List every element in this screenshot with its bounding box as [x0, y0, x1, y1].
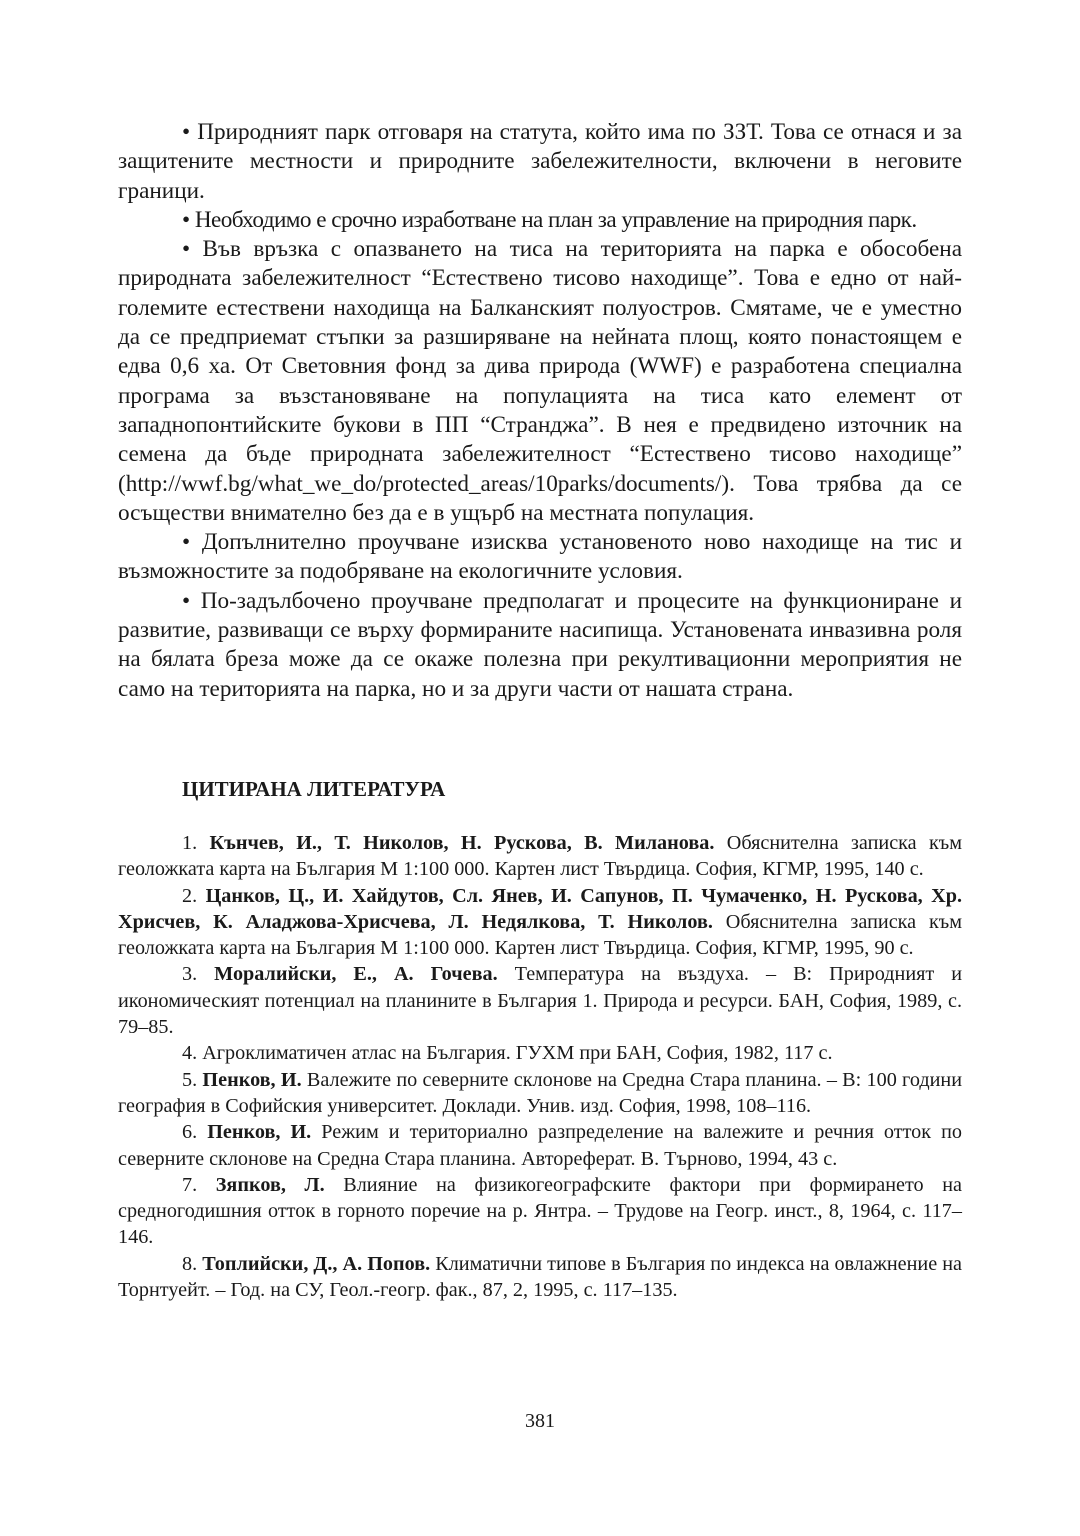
reference-details: Агроклиматичен атлас на България. ГУХМ при БАН, София, 1982, 117 с. — [202, 1042, 833, 1065]
reference-authors: Кънчев, И., Т. Николов, Н. Рускова, В. Миланова. — [209, 831, 715, 854]
reference-item — [118, 883, 962, 962]
body-paragraph: • Необходимо е срочно изработване на план за управление на природния парк. — [182, 206, 917, 233]
body-paragraph: • По-задълбочено проучване предполагат и процесите на функциониране и развитие, развиващи се върху формираните насипища. Установената инвазивна роля на бялата бреза може да се окаже полезна при рекултивационни мероприятия не само на територията на парка, но и за други части от нашата страна. — [118, 587, 962, 702]
page-content — [118, 118, 962, 1303]
reference-item — [118, 1251, 962, 1304]
reference-details: Обяснителна записка към геоложката карта на България М 1:100 000. Картен лист Твърдица. София, КГМР, 1995, 90 с. — [118, 910, 962, 960]
reference-details: Валежите по северните склонове на Средна Стара планина. – В: 100 години география в Софийския университет. Доклади. Унив. изд. София, 1998, 108–116. — [118, 1068, 963, 1117]
reference-authors: Топлийски, Д., А. Попов. — [202, 1252, 431, 1275]
reference-item — [118, 1040, 962, 1066]
body-paragraph: • Допълнително проучване изисква установеното ново находище на тис и възможностите за подобряване на екологичните условия. — [118, 529, 962, 585]
references-heading: ЦИТИРАНА ЛИТЕРАТУРА — [182, 776, 446, 801]
page-number: 381 — [525, 1410, 555, 1432]
reference-item — [118, 1119, 962, 1172]
reference-number: 1. — [182, 831, 198, 854]
reference-authors: Цанков, Ц., И. Хайдутов, Сл. Янев, И. Сапунов, П. Чумаченко, Н. Рускова, Хр. Хрисчев, К. Аладжова-Хрисчева, Л. Недялкова, Т. Николов. — [118, 884, 963, 933]
references-list — [118, 830, 962, 1303]
reference-item — [118, 961, 962, 1040]
reference-details: Климатични типове в България по индекса на овлажнение на Торнтуейт. – Год. на СУ, Геол.-геогр. фак., 87, 2, 1995, с. 117–135. — [118, 1252, 963, 1301]
reference-details: Температура на въздуха. – В: Природният и икономическият потенциал на планините в България 1. Природа и ресурси. БАН, София, 1989, с. 79–85. — [118, 963, 963, 1039]
reference-item — [118, 1067, 962, 1120]
reference-details: Режим и териториално разпределение на валежите и речния отток по северните склонове на Средна Стара планина. Автореферат. В. Търново, 1994, 43 с. — [118, 1121, 962, 1170]
reference-number: 5. — [182, 1068, 198, 1091]
reference-authors: Зяпков, Л. — [215, 1173, 325, 1196]
reference-details: Влияние на физикогеографските фактори при формирането на средногодишния отток в горното поречие на р. Янтра. – Трудове на Геогр. инст., 8, 1964, с. 117–146. — [118, 1173, 963, 1249]
reference-number: 7. — [182, 1173, 198, 1196]
reference-item — [118, 830, 962, 883]
body-paragraph: • Природният парк отговаря на статута, който има по ЗЗТ. Това се отнася и за защитените местности и природните забележителности, включени в неговите граници. — [118, 119, 962, 204]
reference-number: 6. — [182, 1121, 198, 1144]
reference-number: 4. — [182, 1042, 198, 1065]
reference-authors: Моралийски, Е., А. Гочева. — [214, 963, 498, 986]
reference-item — [118, 1172, 962, 1251]
reference-number: 8. — [182, 1252, 198, 1275]
reference-authors: Пенков, И. — [207, 1121, 312, 1144]
reference-number: 2. — [182, 884, 198, 907]
reference-number: 3. — [182, 963, 198, 986]
reference-details: Обяснителна записка към геоложката карта на България М 1:100 000. Картен лист Твърдица. София, КГМР, 1995, 140 с. — [118, 831, 962, 881]
body-paragraph: • Във връзка с опазването на тиса на територията на парка е обособена природната забележителност “Естествено тисово находище”. Това е едно от най-големите естествени находища на Балканският полуостров. Смятаме, че е уместно да се предприемат стъпки за разширяване на нейната площ, която понастоящем е едва 0,6 ха. От Световния фонд за дива природа (WWF) е разработена специална програма за възстановяване на популацията на тиса като елемент от западнопонтийските букови в ПП “Странджа”. В нея е предвидено източник на семена да бъде природната забележителност “Естествено тисово находище” (http://wwf.bg/what_we_do/protected_areas/10parks/documents/). Това трябва да се осъществи внимателно без да е в ущърб на местната популация. — [118, 236, 962, 526]
reference-authors: Пенков, И. — [202, 1068, 302, 1091]
